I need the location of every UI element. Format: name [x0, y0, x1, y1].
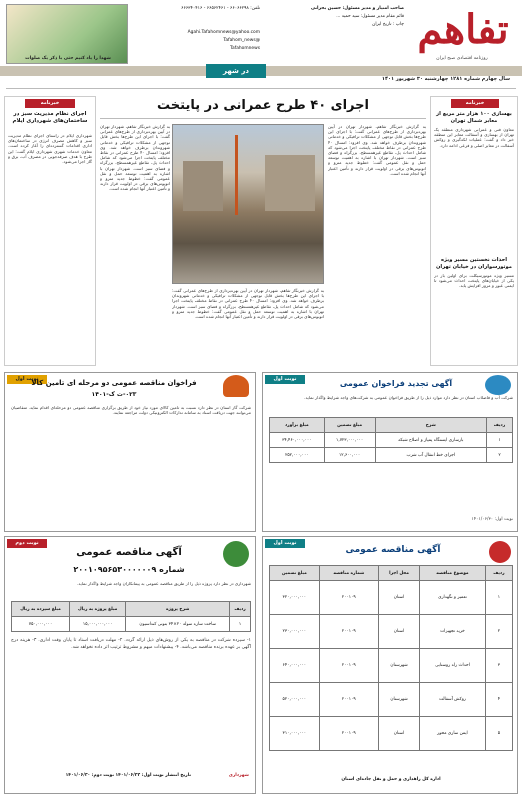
ad-intro: شهرداری در نظر دارد پروژه ذیل را از طریق مناقصه عمومی به پیمانکاران واجد شرایط واگذار نماید.	[77, 581, 251, 586]
main-body-col-right: به گزارش خبرنگار تفاهم، شهردار تهران در آیین بهره‌برداری از طرح‌های عمرانی گفت: با اجرای این طرح‌ها بخش قابل توجهی از مشکلات ترافیکی و خدماتی شهروندان برطرف خواهد شد. وی افزود: امسال ۴۰ طرح عمرانی در نقاط مختلف پایتخت اجرا می‌شود که شامل احداث پل، تقاطع غیرهمسطح، بزرگراه و فضای سبز است. شهردار تهران با اشاره به اهمیت توسعه حمل و نقل عمومی گفت: خطوط جدید مترو و اتوبوس‌های برقی در اولویت قرار دارند و تأمین اعتبار آنها انجام شده است.	[328, 124, 426, 176]
col-header: مبلغ پروژه به ریال	[70, 602, 126, 617]
table-row	[270, 581, 513, 615]
email: Agahi.Tafahomnews@yahoo.com	[187, 30, 260, 35]
cell: ۱	[487, 433, 513, 448]
print-info: چاپ : تاریخ ایران	[372, 22, 404, 27]
corner-ad-image	[6, 4, 128, 64]
col-header: مبلغ برآورد	[270, 418, 325, 433]
cell: اجرای خط انتقال آب شرب	[375, 448, 486, 463]
right-sidebar-headline-1: بهسازی ۱۰۰ هزار متر مربع از معابر شمال تهران	[436, 111, 512, 124]
cell: احداث راه روستایی	[420, 649, 486, 683]
cell: شهرستان	[379, 683, 420, 717]
table-row	[270, 683, 513, 717]
ad-ribbon: نوبت دوم	[7, 539, 47, 548]
ad-tender-roads	[262, 536, 518, 794]
photo-crane	[235, 135, 238, 215]
photo-building	[183, 161, 223, 211]
ad-subtitle: ۰۲۳-ت ک-۱۴۰۱	[91, 391, 137, 398]
cell: ۶۴۰,۰۰۰,۰۰۰	[270, 649, 320, 683]
cell: ۲۰۰۱۰۹	[319, 581, 378, 615]
website: Tafahomnews	[230, 46, 260, 51]
col-header: محل اجرا	[379, 566, 420, 581]
cell: ۲۰۰۱۰۹	[319, 717, 378, 751]
ad-table-wrap	[269, 565, 513, 751]
cell: ۵	[485, 717, 512, 751]
logo: تفاهم	[417, 6, 509, 53]
cell: استان	[379, 581, 420, 615]
photo-building	[265, 155, 315, 211]
ad-table	[269, 565, 513, 751]
right-sidebar-label: خبرنامه	[451, 99, 499, 108]
ad-title: آگهی تجدید فراخوان عمومی	[339, 379, 453, 388]
cell: ۷۵۰,۰۰۰,۰۰۰	[12, 617, 70, 632]
publisher: صاحب امتیاز و مدیر مسئول: حسین بحرانی	[310, 6, 404, 11]
editor: قائم مقام مدیر مسئول: سید حمید ...	[336, 14, 404, 19]
cell: ۱۵,۰۰۰,۰۰۰,۰۰۰	[70, 617, 126, 632]
cell: ۲۳۰,۰۰۰,۰۰۰	[270, 615, 320, 649]
main-photo	[172, 124, 324, 284]
ad-footer: نوبت اول: ۱۴۰۱/۰۶/۳۰	[471, 517, 513, 522]
masthead-rule	[6, 88, 516, 89]
left-sidebar-body: شهرداری ایلام در راستای اجرای نظام مدیریت سبز و کاهش مصرف انرژی در ساختمان‌های اداری اقدامات گسترده‌ای را آغاز کرده است. معاون خدمات شهری شهرداری ایلام گفت: این طرح با هدف صرفه‌جویی در مصرف آب، برق و گاز اجرا می‌شود.	[8, 133, 92, 165]
ad-table	[11, 601, 251, 632]
right-sidebar-body-2: مسیر ویژه موتورسیکلت برای اولین بار در یکی از خیابان‌های پایتخت احداث می‌شود تا ایمنی عبور و مرور افزایش یابد.	[434, 273, 514, 289]
ad-tender-gas	[4, 372, 256, 532]
ad-footer: اداره کل راهداری و حمل و نقل جاده‌ای استان	[341, 777, 441, 782]
tagline: روزنامه اقتصادی صبح ایران	[436, 56, 488, 61]
ad-title: فراخوان مناقصه عمومی دو مرحله ای تامین کالا	[31, 379, 197, 387]
cell: ساخت سازه سوله ۲۰×۳۴ بتونی کنداسیون	[126, 617, 230, 632]
instagram: Tafahom_news@	[223, 38, 260, 43]
main-body-col-left: به گزارش خبرنگار تفاهم، شهردار تهران در آیین بهره‌برداری از طرح‌های عمرانی گفت: با اجرای این طرح‌ها بخش قابل توجهی از مشکلات ترافیکی و خدماتی شهروندان برطرف خواهد شد. وی افزود: امسال ۴۰ طرح عمرانی در نقاط مختلف پایتخت اجرا می‌شود که شامل احداث پل، تقاطع غیرهمسطح، بزرگراه و فضای سبز است. شهردار تهران با اشاره به اهمیت توسعه حمل و نقل عمومی گفت: خطوط جدید مترو و اتوبوس‌های برقی در اولویت قرار دارند و تأمین اعتبار آنها انجام شده است.	[100, 124, 170, 192]
cell: شهرستان	[379, 649, 420, 683]
col-header: شرح پروژه	[126, 602, 230, 617]
cell: ۳	[485, 649, 512, 683]
cell: خرید تجهیزات	[420, 615, 486, 649]
ad-table	[269, 417, 513, 463]
masthead	[0, 0, 522, 92]
cell: تعمیر و نگهداری	[420, 581, 486, 615]
cell: ۳۲۰,۰۰۰,۰۰۰	[270, 581, 320, 615]
col-header: ردیف	[487, 418, 513, 433]
ad-table-wrap	[11, 601, 251, 632]
section-tag: در شهر	[206, 64, 266, 78]
cell: ۲۰۰۱۰۹	[319, 649, 378, 683]
col-header: ردیف	[230, 602, 251, 617]
ad-recall-water	[262, 372, 518, 532]
left-sidebar-headline: اجرای نظام مدیریت سبز در ساختمان‌های شهرداری ایلام	[12, 111, 88, 124]
ad-body: شرکت گاز استان در نظر دارد نسبت به تامین کالای مورد نیاز خود از طریق برگزاری مناقصه عمومی دو مرحله‌ای اقدام نماید. متقاضیان می‌توانند جهت دریافت اسناد به سامانه تدارکات الکترونیکی دولت مراجعه نمایند.	[11, 405, 251, 416]
municipality-logo	[223, 541, 249, 567]
cell: ۲۰۰۱۰۹	[319, 683, 378, 717]
cell: استان	[379, 615, 420, 649]
cell: ۴	[485, 683, 512, 717]
cell: ۲	[485, 615, 512, 649]
ad-number: شماره ۲۰۰۱۰۹۵۶۵۳۰۰۰۰۰۰۹	[73, 565, 185, 574]
main-headline: اجرای ۴۰ طرح عمرانی در پایتخت	[157, 98, 369, 113]
cell: روکش آسفالت	[420, 683, 486, 717]
date-line: سال چهارم شماره ۱۲۸۱ چهارشنبه ۳۰ شهریور ۱۴۰۱	[381, 76, 510, 82]
cell: ایمن سازی محور	[420, 717, 486, 751]
cell: ۵۲۰,۰۰۰,۰۰۰	[270, 683, 320, 717]
table-row	[270, 649, 513, 683]
water-logo	[485, 375, 511, 395]
ad-tender-municipality	[4, 536, 256, 794]
main-body-under-photo: به گزارش خبرنگار تفاهم، شهردار تهران در آیین بهره‌برداری از طرح‌های عمرانی گفت: با اجرای این طرح‌ها بخش قابل توجهی از مشکلات ترافیکی و خدماتی شهروندان برطرف خواهد شد. وی افزود: امسال ۴۰ طرح عمرانی در نقاط مختلف پایتخت اجرا می‌شود که شامل احداث پل، تقاطع غیرهمسطح، بزرگراه و فضای سبز است. شهردار تهران با اشاره به اهمیت توسعه حمل و نقل عمومی گفت: خطوط جدید مترو و اتوبوس‌های برقی در اولویت قرار دارند و تأمین اعتبار آنها انجام شده است.	[172, 288, 324, 320]
col-header: ردیف	[485, 566, 512, 581]
right-sidebar	[430, 96, 518, 366]
ad-title: آگهی مناقصه عمومی	[76, 547, 182, 558]
table-row	[270, 717, 513, 751]
cell: ۲	[487, 448, 513, 463]
cell: بازسازی ایستگاه پمپاژ و اصلاح شبکه	[375, 433, 486, 448]
cell: ۳۱۰,۰۰۰,۰۰۰	[270, 717, 320, 751]
ad-ribbon: نوبت اول	[7, 375, 47, 384]
col-header: مبلغ سپرده به ریال	[12, 602, 70, 617]
corner-ad-caption: شهدا را یاد کنیم حتی با ذکر یک صلوات	[25, 56, 111, 61]
col-header: موضوع مناقصه	[420, 566, 486, 581]
cell: ۲۵۲,۰۰۰,۰۰۰	[270, 448, 325, 463]
phone: تلفن: ۶۶۰۶۶۲۹۸ - ۶۶۵۶۲۴۶۱ - ۶۶۶۳۴۰۴۱۶	[181, 6, 260, 11]
roads-logo	[489, 541, 511, 563]
col-header: مبلغ تضمین	[324, 418, 375, 433]
cell: ۱	[230, 617, 251, 632]
left-sidebar-label: خبرنامه	[25, 99, 75, 108]
cell: ۱۲,۶۰۰,۰۰۰	[324, 448, 375, 463]
ad-footer: تاریخ انتشار نوبت اول: ۱۴۰۱/۰۶/۲۲ نوبت دوم: ۱۴۰۱/۰۶/۳۰	[65, 773, 191, 778]
table-row	[270, 433, 513, 448]
cell: ۳۴,۴۶۰,۰۰۰,۰۰۰	[270, 433, 325, 448]
main-article	[100, 96, 426, 366]
cell: ۲۰۰۱۰۹	[319, 615, 378, 649]
ad-table-wrap	[269, 417, 513, 463]
gas-logo	[223, 375, 249, 397]
left-sidebar	[4, 96, 96, 366]
headline-rule	[100, 118, 426, 119]
table-row	[270, 448, 513, 463]
ad-signature: شهرداری	[228, 773, 249, 778]
ad-intro: شرکت آب و فاضلاب استان در نظر دارد موارد ذیل را از طریق فراخوان عمومی به شرکت‌های واجد شرایط واگذار نماید.	[304, 395, 513, 400]
ad-conditions: ۱- سپرده شرکت در مناقصه به یکی از روش‌های ذیل ارائه گردد. ۲- مهلت دریافت اسناد تا پایان وقت اداری. ۳- هزینه درج آگهی بر عهده برنده مناقصه می‌باشد. ۴- پیشنهادات مبهم و مشروط ترتیب اثر داده نخواهد شد.	[11, 638, 251, 650]
col-header: شماره مناقصه	[319, 566, 378, 581]
right-sidebar-headline-2: احداث نخستین مسیر ویژه موتورسواران در خیابان تهران	[436, 257, 512, 270]
ad-title: آگهی مناقصه عمومی	[345, 545, 441, 555]
cell: ۱,۷۲۳,۰۰۰,۰۰۰	[324, 433, 375, 448]
right-sidebar-body-1: معاون فنی و عمرانی شهرداری منطقه یک تهران از بهسازی و آسفالت معابر این منطقه خبر داد و گفت: عملیات لکه‌گیری و روکش آسفالت در معابر اصلی و فرعی ادامه دارد.	[434, 127, 514, 148]
ad-ribbon: نوبت اول	[265, 375, 305, 384]
col-header: مبلغ تضمین	[270, 566, 320, 581]
ad-ribbon: نوبت اول	[265, 539, 305, 548]
cell: استان	[379, 717, 420, 751]
table-row	[270, 615, 513, 649]
table-row	[12, 617, 251, 632]
cell: ۱	[485, 581, 512, 615]
col-header: شرح	[375, 418, 486, 433]
